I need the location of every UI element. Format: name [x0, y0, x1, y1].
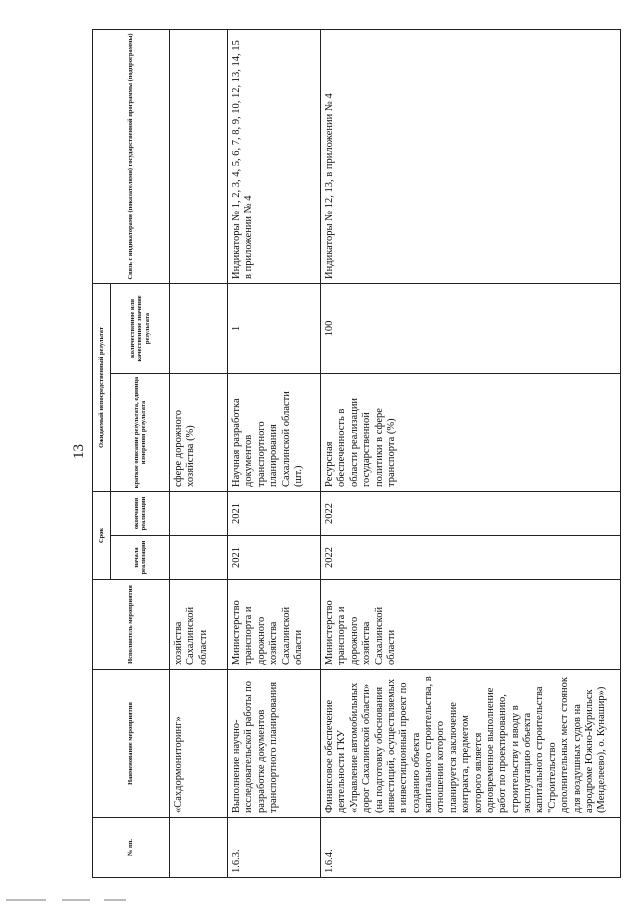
cell-desc: сфере дорожного хозяйства (%) [170, 373, 228, 491]
cell-executor: Министерство транспорта и дорожного хозяйства Сахалинской области [321, 580, 621, 670]
cell-value [170, 283, 228, 373]
cell-name: Финансовое обеспечение деятельности ГКУ «Управление автомобильных дорог Сахалинской области» (на подготовку обоснования инвестиций, осуществляемых в инвестиционный проект по созданию объекта капитального строительства, в отношении которого планируется заключение контракта, предметом которого является одновременное выполнение работ по проектированию, строительству и вводу в эксплуатацию объекта капитального строительства "Строительство дополнительных мест стоянок для воздушных судов на аэродроме Южно-Курильск (Менделеево), о. Кунашир») [321, 670, 621, 818]
header-name: Наименование мероприятия [93, 670, 170, 818]
cell-start: 2021 [228, 536, 321, 580]
cell-no: 1.6.3. [228, 818, 321, 878]
cell-start: 2022 [321, 536, 621, 580]
header-executor: Исполнитель мероприятия [93, 580, 170, 670]
cell-link: Индикаторы № 12, 13, в приложении № 4 [321, 29, 621, 283]
cell-end: 2021 [228, 491, 321, 535]
cell-no [170, 818, 228, 878]
cell-no: 1.6.4. [321, 818, 621, 878]
cell-end [170, 491, 228, 535]
scan-mark [104, 899, 126, 901]
cell-executor: хозяйства Сахалинской области [170, 580, 228, 670]
cell-executor: Министерство транспорта и дорожного хозяйства Сахалинской области [228, 580, 321, 670]
cell-value: 1 [228, 283, 321, 373]
page-number: 13 [71, 444, 87, 459]
rotated-table-container [92, 30, 624, 878]
header-expected-desc: краткое описание результата, единица измерения результата [111, 373, 170, 491]
scan-artifacts [0, 893, 634, 905]
cell-desc: Научная разработка документов транспортного планирования Сахалинской области (шт.) [228, 373, 321, 491]
header-term: Срок [93, 491, 111, 579]
header-link: Связь с индикаторами (показателями) государственной программы (подпрограммы) [93, 29, 170, 283]
table-row [321, 29, 621, 877]
header-term-start: начала реализации [111, 536, 170, 580]
header-term-end: окончания реализации [111, 491, 170, 535]
cell-end: 2022 [321, 491, 621, 535]
cell-value: 100 [321, 283, 621, 373]
cell-name: Выполнение научно-исследовательской работы по разработке документов транспортного планирования [228, 670, 321, 818]
cell-desc: Ресурсная обеспеченность в области реализации государственной политики в сфере транспорта (%) [321, 373, 621, 491]
header-expected-value: количественное или качественное значение результата [111, 283, 170, 373]
table-row [170, 29, 228, 877]
scan-mark [62, 899, 90, 901]
activities-table [92, 29, 621, 878]
header-no: № пп. [93, 818, 170, 878]
cell-link: Индикаторы № 1, 2, 3, 4, 5, 6, 7, 8, 9, 10, 12, 13, 14, 15 в приложении № 4 [228, 29, 321, 283]
cell-name: «Сахдормониторинг» [170, 670, 228, 818]
scan-mark [6, 899, 46, 901]
header-expected: Ожидаемый непосредственный результат [93, 283, 111, 491]
cell-start [170, 536, 228, 580]
cell-link [170, 29, 228, 283]
table-row [228, 29, 321, 877]
